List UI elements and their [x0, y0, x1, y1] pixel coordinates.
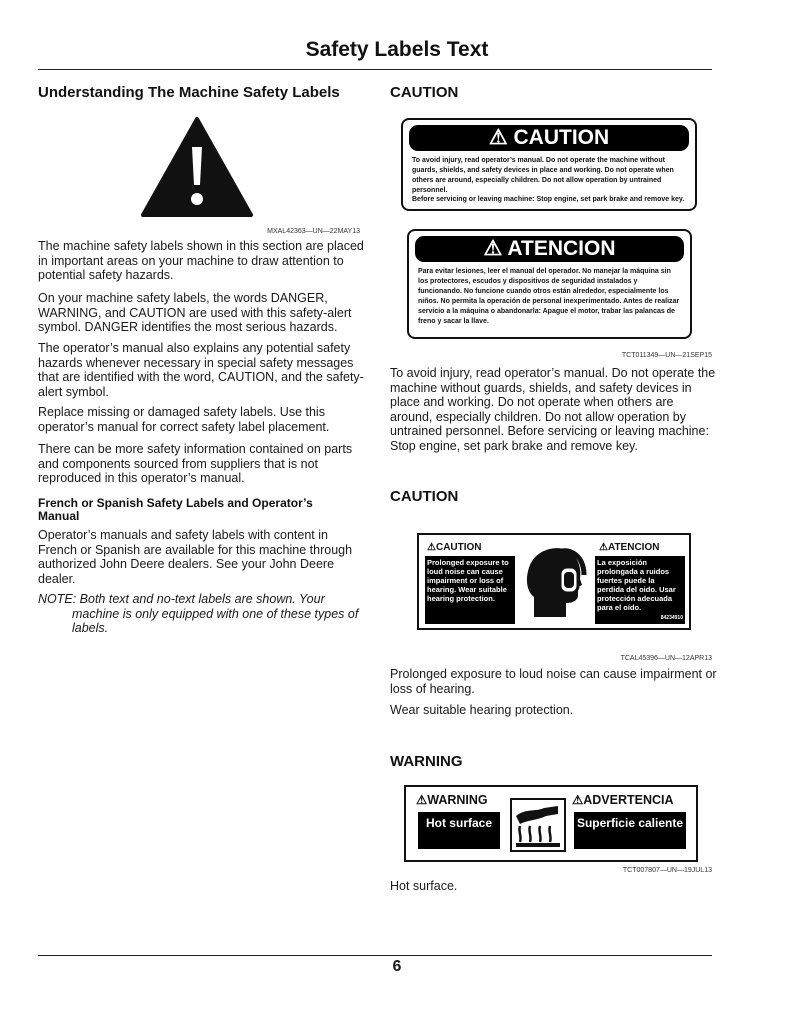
caution-label-text: To avoid injury, read operator’s manual. Do not operate the machine without guards, shields, and safety devices in place and working. Do not operate when others are around, especially children. Do not allow operation by untrained personnel. — [412, 157, 674, 194]
hearing-label-part-no: 84234910 — [660, 615, 683, 621]
caution-paragraph-1: To avoid injury, read operator’s manual. Do not operate the machine without guards, shields, and safety devices in place and working. Do not operate when others are around, especially children. Do not allow operation by untrained personnel. Before servicing or leaving machine: Stop engine, set park brake and remove key. — [390, 366, 716, 453]
hearing-label — [417, 533, 691, 630]
hot-surface-spanish-text: Superficie caliente — [574, 812, 686, 849]
warning-heading: WARNING — [390, 753, 463, 770]
left-sub-paragraph: Operator’s manuals and safety labels with content in French or Spanish are available for this machine through authorized John Deere dealers. See your John Deere dealer. — [38, 528, 353, 586]
page-number: 6 — [392, 958, 402, 975]
caution-label-text-2: Before servicing or leaving machine: Stop engine, set park brake and remove key. — [412, 196, 685, 203]
page-title: Safety Labels Text — [305, 38, 489, 61]
hearing-label-spanish-body: La exposición prolongada a ruidos fuertes puede la perdida del oido. Usar protección adecuada para el oído. — [597, 558, 676, 612]
caution-label-title: CAUTION — [513, 126, 610, 149]
caution-paragraph-2a: Prolonged exposure to loud noise can cause impairment or loss of hearing. — [390, 667, 717, 696]
caution-paragraph-2b: Wear suitable hearing protection. — [390, 703, 574, 717]
atencion-label-text: Para evitar lesiones, leer el manual del operador. No manejar la máquina sin los protectores, escudos y dispositivos de seguridad instalados y funcionando. No funcione cuando otros están alrededor, especialmente los niños. No permita la operación de personal inexperimentado. Antes de realizar servicio a la máquina o abandonarla: Apague el motor, trabar las palancas de freno y sacar la llave. — [418, 268, 680, 325]
image-ref-mxal: MXAL42363—UN—22MAY13 — [267, 228, 360, 235]
hearing-label-atencion-tag: ⚠ATENCION — [599, 542, 660, 553]
left-paragraph-4: Replace missing or damaged safety labels. Use this operator’s manual for correct safety label placement. — [38, 405, 330, 434]
left-paragraph-5: There can be more safety information contained on parts and components sourced from suppliers that is not reproduced in this operator’s manual. — [38, 442, 353, 485]
note-lead: NOTE: Both text and no-text labels are shown. Your — [38, 592, 325, 606]
hot-surface-advertencia-word: ADVERTENCIA — [583, 793, 674, 807]
hearing-label-caution-word: CAUTION — [435, 542, 482, 553]
alert-triangle-icon: ⚠ — [483, 237, 503, 260]
alert-triangle-icon: ⚠ — [488, 126, 508, 149]
left-subheading: French or Spanish Safety Labels and Operator’s Manual — [38, 496, 313, 523]
hot-surface-warning-word: WARNING — [427, 793, 488, 807]
hearing-label-english-text: Prolonged exposure to loud noise can cause impairment or loss of hearing. Wear suitable hearing protection. — [425, 556, 515, 624]
note-text — [38, 592, 368, 636]
warning-paragraph: Hot surface. — [390, 879, 458, 893]
hot-surface-warning-tag: ⚠WARNING — [416, 793, 488, 807]
image-ref-tct007807: TCT007807—UN—19JUL13 — [622, 867, 712, 874]
caution-heading-2: CAUTION — [390, 488, 459, 505]
caution-heading-1: CAUTION — [390, 84, 459, 101]
hot-surface-advertencia-tag: ⚠ADVERTENCIA — [572, 793, 674, 807]
hearing-protection-icon — [522, 543, 588, 621]
left-paragraph-1: The machine safety labels shown in this section are placed in important areas on your machine to draw attention to potential safety hazards. — [38, 239, 364, 282]
left-paragraph-3: The operator’s manual also explains any potential safety hazards whenever necessary in special safety messages that are identified with the word, CAUTION, and the safety-alert symbol. — [38, 341, 364, 399]
image-ref-tcal45396: TCAL45396—UN—12APR13 — [620, 655, 712, 662]
caution-label-header — [409, 125, 689, 151]
left-paragraph-2: On your machine safety labels, the words DANGER, WARNING, and CAUTION are used with this safety-alert symbol. DANGER identifies the most serious hazards. — [38, 291, 352, 334]
atencion-label-header — [415, 236, 684, 262]
hearing-label-atencion-word: ATENCION — [607, 542, 660, 553]
safety-alert-icon — [140, 115, 255, 219]
hearing-label-caution-tag: ⚠CAUTION — [427, 542, 482, 553]
left-heading: Understanding The Machine Safety Labels — [38, 84, 340, 101]
hearing-label-spanish-text — [595, 556, 685, 624]
image-ref-tct011349: TCT011349—UN—21SEP15 — [621, 352, 712, 359]
bottom-rule — [38, 955, 712, 956]
hot-surface-english-text: Hot surface — [418, 812, 500, 849]
atencion-label-spanish — [407, 229, 692, 339]
top-rule — [38, 69, 712, 70]
note-rest: machine is only equipped with one of these types of labels. — [72, 606, 359, 635]
hot-surface-label — [404, 785, 698, 862]
atencion-label-title: ATENCION — [507, 237, 616, 260]
caution-label-english — [401, 118, 697, 211]
hot-surface-icon — [510, 798, 566, 852]
